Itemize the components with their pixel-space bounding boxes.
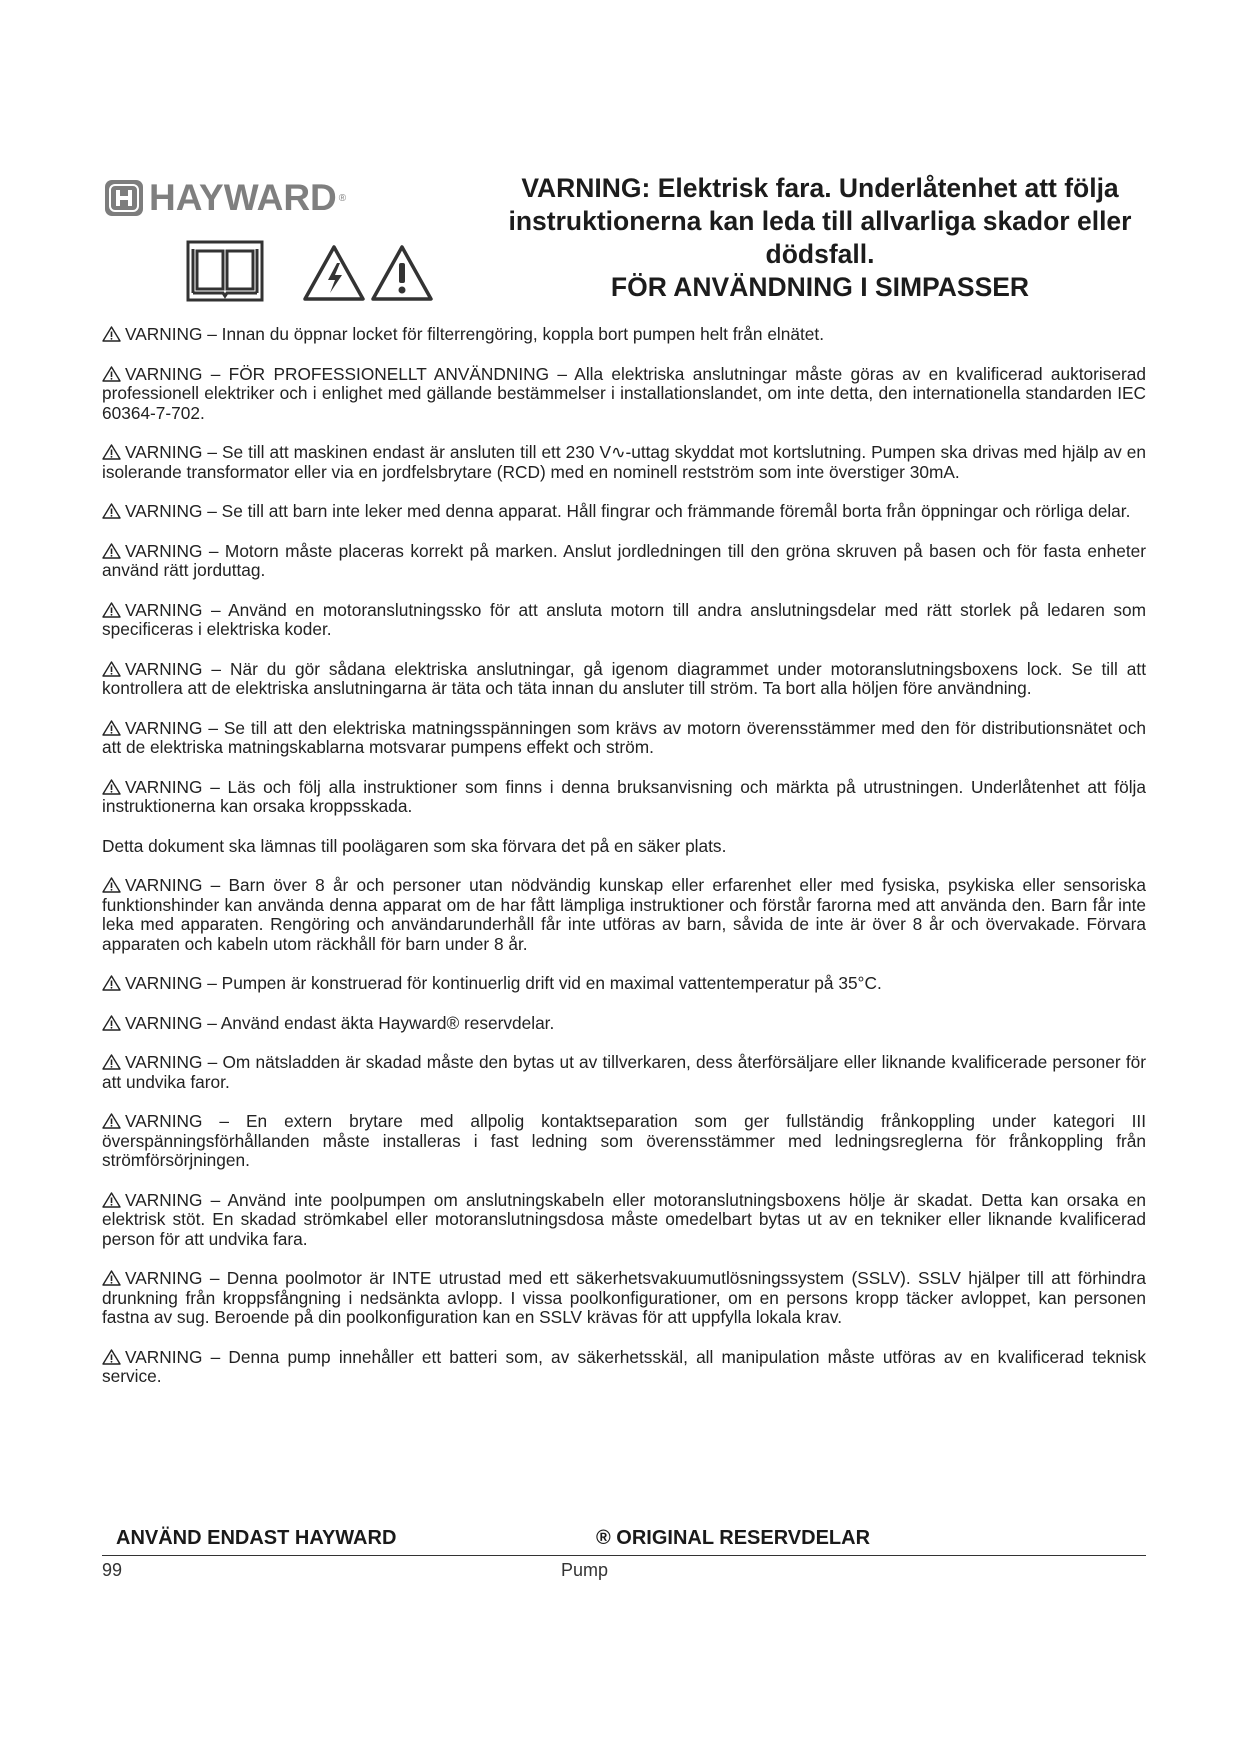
document-label: Pump — [561, 1560, 609, 1580]
warning-paragraph — [102, 660, 1146, 699]
warning-paragraph — [102, 443, 1146, 482]
warning-paragraph — [102, 1112, 1146, 1171]
warning-paragraph — [102, 778, 1146, 817]
warning-paragraph — [102, 876, 1146, 954]
warning-paragraph — [102, 502, 1146, 522]
paragraph-text: VARNING – Använd endast äkta Hayward® reservdelar. — [125, 1012, 555, 1033]
headline-line-2: instruktionerna kan leda till allvarliga skador eller — [508, 206, 1132, 236]
warning-triangle-icon — [102, 1192, 121, 1208]
paragraph-text: VARNING – Om nätsladden är skadad måste den bytas ut av tillverkaren, dess återförsäljare eller liknande kvalificerade personer för att undvika faror. — [102, 1052, 1146, 1092]
warning-triangle-icon — [102, 1349, 121, 1365]
warning-triangle-icon — [102, 1113, 121, 1129]
safety-icons — [185, 238, 435, 303]
warning-triangle-icon — [102, 661, 121, 677]
logo-text: HAYWARD — [149, 177, 337, 218]
warning-triangle-icon — [102, 1054, 121, 1070]
paragraph-text: VARNING – Se till att maskinen endast är ansluten till ett 230 V∿-uttag skyddat mot kortslutning. Pumpen ska drivas med hjälp av en isolerande transformator eller via en jordfelsbrytare (RCD) med en nominell restström som inte överstiger 30mA. — [102, 442, 1146, 482]
warning-paragraph — [102, 365, 1146, 424]
warning-paragraph — [102, 1191, 1146, 1250]
warning-triangle-icon — [102, 975, 121, 991]
paragraph-text: VARNING – Barn över 8 år och personer utan nödvändig kunskap eller erfarenhet eller med fysiska, psykiska eller sensoriska funktionshinder kan använda denna apparat om de har fått lämpliga instruktioner och förstår farorna med att använda den. Barn får inte leka med apparaten. Rengöring och användarunderhåll får inte utföras av barn, såvida de inte är över 8 år och övervakade. Förvara apparaten och kabeln utom räckhåll för barn under 8 år. — [102, 875, 1146, 954]
warning-triangle-icon — [102, 503, 121, 519]
paragraph-text: VARNING – Denna pump innehåller ett batteri som, av säkerhetsskäl, all manipulation måste utföras av en kvalificerad teknisk service. — [102, 1346, 1146, 1386]
paragraph-text: VARNING – Använd inte poolpumpen om anslutningskabeln eller motoranslutningsboxens hölje är skadat. Detta kan orsaka en elektrisk stöt. En skadad strömkabel eller motoranslutningsdosa måste omedelbart bytas ut av en tekniker eller liknande kvalificerad person för att undvika fara. — [102, 1189, 1146, 1249]
warning-paragraph — [102, 1269, 1146, 1328]
warning-triangle-icon — [102, 543, 121, 559]
paragraph-text: VARNING – Motorn måste placeras korrekt på marken. Anslut jordledningen till den gröna skruven på basen och för fasta enheter använd rätt jorduttag. — [102, 540, 1146, 580]
warning-triangle-icon — [102, 444, 121, 460]
info-paragraph — [102, 837, 1146, 857]
paragraph-text: VARNING – Se till att den elektriska matningsspänningen som krävs av motorn överensstämmer med den för distributionsnätet och att de elektriska matningskablarna motsvarar pumpens effekt och ström. — [102, 717, 1146, 757]
paragraph-text: VARNING – FÖR PROFESSIONELLT ANVÄNDNING – Alla elektriska anslutningar måste göras av en kvalificerad auktoriserad professionell elektriker och i enlighet med gällande bestämmelser i installationslandet, om inte detta, den internationella standarden IEC 60364-7-702. — [102, 363, 1146, 423]
headline-line-3: dödsfall. — [765, 239, 875, 269]
document-header — [105, 173, 1145, 308]
warning-triangle-icon — [102, 877, 121, 893]
logo-registered-mark: ® — [338, 192, 347, 204]
paragraph-text: VARNING – En extern brytare med allpolig kontaktseparation som ger fullständig frånkoppling under kategori III överspänningsförhållanden måste installeras i fast ledning som överensstämmer med ledningsreglerna för frånkoppling från strömförsörjningen. — [102, 1111, 1146, 1170]
warning-triangle-icon — [102, 1015, 121, 1031]
page-number: 99 — [102, 1560, 123, 1580]
paragraph-text: VARNING – Denna poolmotor är INTE utrustad med ett säkerhetsvakuumutlösningssystem (SSLV). SSLV hjälper till att förhindra drunkning från kroppsfångning i nedsänkta avlopp. I vissa poolkonfigurationer, om en persons kropp täcker avloppet, kan personen fastna av sug. Beroende på din poolkonfiguration kan en SSLV krävas för att uppfylla lokala krav. — [102, 1268, 1146, 1327]
warning-paragraph — [102, 1053, 1146, 1092]
footer-left-text: ANVÄND ENDAST HAYWARD — [116, 1527, 397, 1549]
warning-paragraph — [102, 601, 1146, 640]
paragraph-text: VARNING – Pumpen är konstruerad för kontinuerlig drift vid en maximal vattentemperatur på 35°C. — [125, 973, 882, 993]
warning-triangle-icon — [102, 602, 121, 618]
warning-paragraph — [102, 974, 1146, 994]
footer-right-text: ® ORIGINAL RESERVDELAR — [596, 1527, 871, 1549]
warning-paragraph — [102, 325, 1146, 345]
warning-triangle-icon — [102, 326, 121, 342]
paragraph-text: VARNING – Läs och följ alla instruktioner som finns i denna bruksanvisning och märkta på utrustningen. Underlåtenhet att följa instruktionerna kan orsaka kroppsskada. — [102, 776, 1146, 816]
headline-line-1: VARNING: Elektrisk fara. Underlåtenhet att följa — [521, 173, 1119, 203]
paragraph-text: VARNING – Innan du öppnar locket för filterrengöring, koppla bort pumpen helt från elnätet. — [125, 324, 825, 344]
electric-hazard-icon — [301, 243, 367, 303]
warnings-body — [102, 325, 1146, 1387]
paragraph-text: VARNING – Använd en motoranslutningssko för att ansluta motorn till andra anslutningsdelar med rätt storlek på ledaren som specificeras i elektriska koder. — [102, 599, 1146, 639]
warning-paragraph — [102, 1014, 1146, 1034]
hayward-logo — [105, 178, 346, 218]
paragraph-text: VARNING – När du gör sådana elektriska anslutningar, gå igenom diagrammet under motoranslutningsboxens lock. Se till att kontrollera att de elektriska anslutningarna är täta och täta innan du ansluter till ström. Ta bort alla höljen före användning. — [102, 658, 1146, 698]
manual-book-icon — [185, 239, 265, 303]
footer-banner — [102, 1527, 1146, 1557]
headline-line-4: FÖR ANVÄNDNING I SIMPASSER — [610, 272, 1030, 302]
warning-triangle-icon — [102, 720, 121, 736]
hazard-headline — [485, 172, 1155, 304]
warning-triangle-icon — [102, 1270, 121, 1286]
warning-paragraph — [102, 719, 1146, 758]
warning-paragraph — [102, 542, 1146, 581]
footer-divider — [102, 1555, 1146, 1556]
warning-triangle-icon — [102, 779, 121, 795]
warning-paragraph — [102, 1348, 1146, 1387]
hayward-h-icon — [105, 180, 143, 216]
paragraph-text: Detta dokument ska lämnas till poolägaren som ska förvara det på en säker plats. — [102, 835, 727, 856]
paragraph-text: VARNING – Se till att barn inte leker med denna apparat. Håll fingrar och främmande föremål borta från öppningar och rörliga delar. — [125, 501, 1131, 521]
warning-triangle-icon — [369, 243, 435, 303]
warning-triangle-icon — [102, 366, 121, 382]
